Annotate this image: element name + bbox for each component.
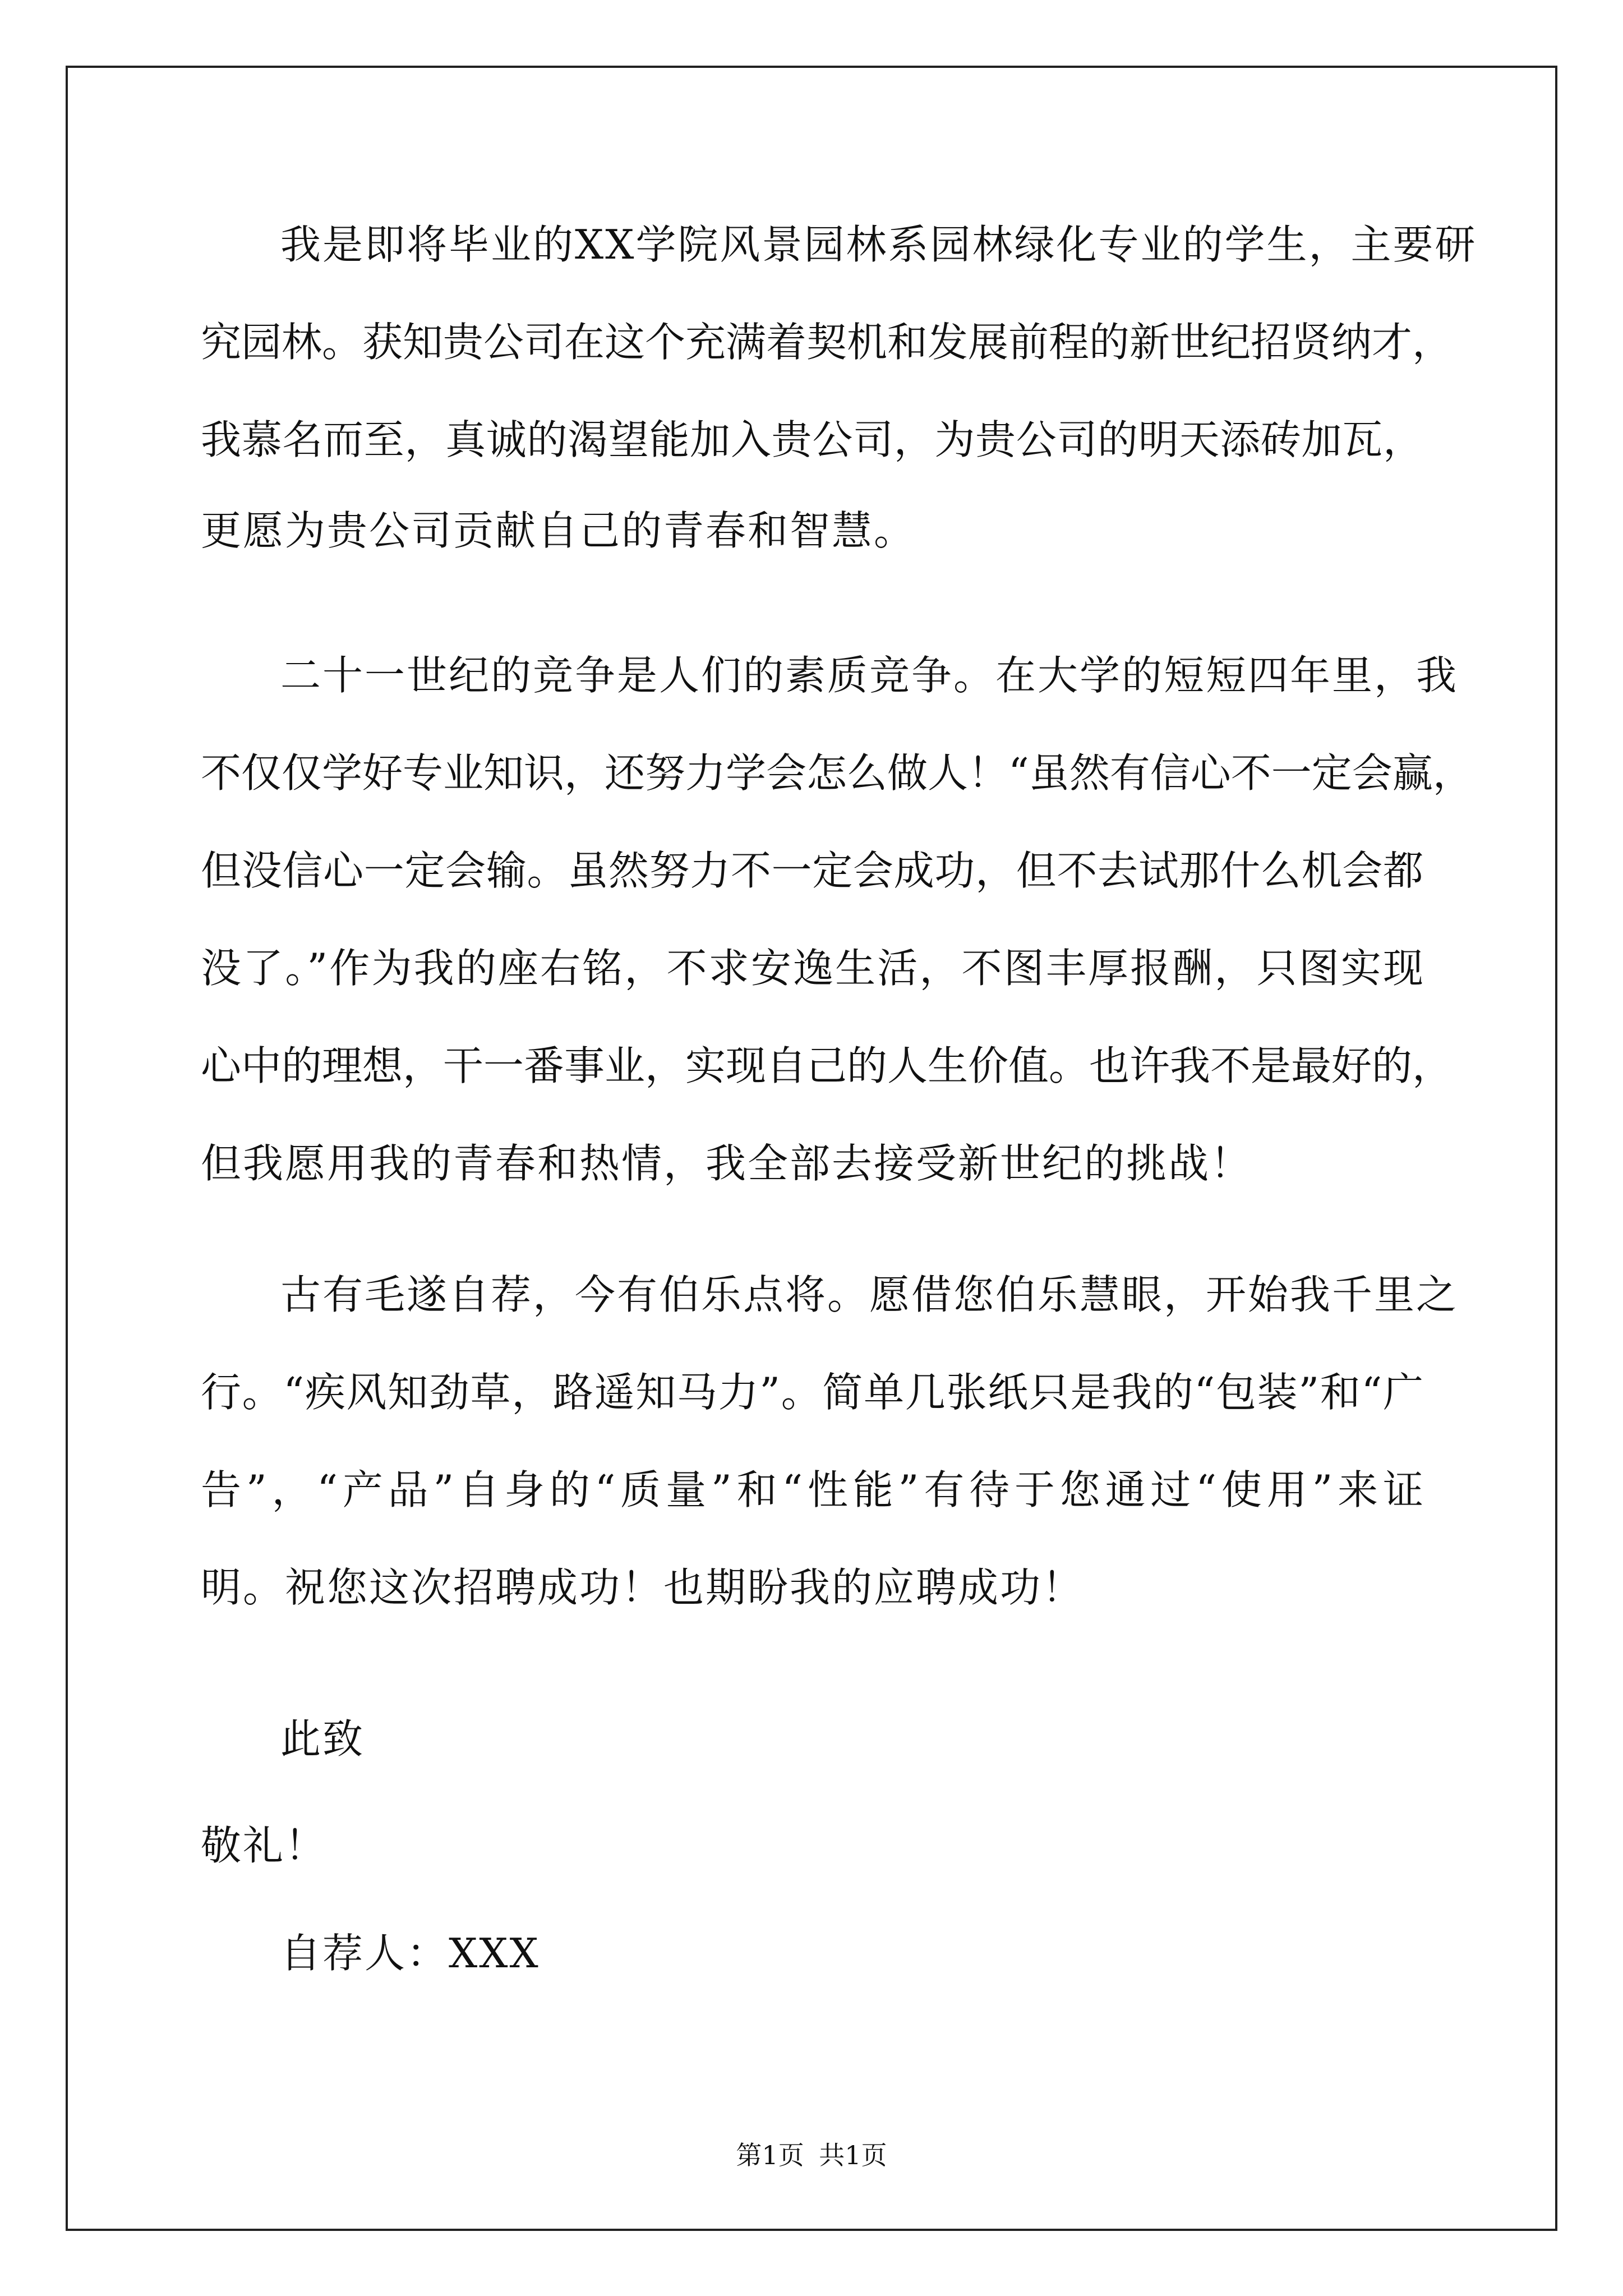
paragraph-2-line-1: 二十一世纪的竞争是人们的素质竞争。在大学的短短四年里，我	[280, 652, 1459, 699]
paragraph-2-line-4: 没了。”作为我的座右铭，不求安逸生活，不图丰厚报酬，只图实现	[201, 945, 1423, 992]
closing: 此致	[280, 1715, 365, 1763]
paragraph-1-line-2: 究园林。获知贵公司在这个充满着契机和发展前程的新世纪招贤纳才，	[201, 319, 1453, 366]
paragraph-2-line-2: 不仅仅学好专业知识，还努力学会怎么做人！“虽然有信心不一定会赢，	[201, 749, 1473, 797]
paragraph-3-line-3: 告”，“产品”自身的“质量”和“性能”有待于您通过“使用”来证	[201, 1466, 1423, 1513]
signature: 自荐人：XXX	[280, 1930, 540, 1977]
paragraph-1-line-4: 更愿为贵公司贡献自己的青春和智慧。	[201, 507, 916, 554]
page-footer: 第1页 共1页	[736, 2140, 887, 2170]
paragraph-1-line-1: 我是即将毕业的XX学院风景园林系园林绿化专业的学生，主要研	[280, 221, 1477, 268]
paragraph-2-line-3: 但没信心一定会输。虽然努力不一定会成功，但不去试那什么机会都	[201, 847, 1423, 894]
paragraph-1-line-3: 我慕名而至，真诚的渴望能加入贵公司，为贵公司的明天添砖加瓦，	[201, 416, 1423, 463]
paragraph-3-line-2: 行。“疾风知劲草，路遥知马力”。简单几张纸只是我的“包装”和“广	[201, 1369, 1423, 1416]
paragraph-2-line-5: 心中的理想，干一番事业，实现自己的人生价值。也许我不是最好的，	[201, 1042, 1453, 1089]
paragraph-3-line-1: 古有毛遂自荐，今有伯乐点将。愿借您伯乐慧眼，开始我千里之	[280, 1271, 1459, 1318]
paragraph-2-line-6: 但我愿用我的青春和热情，我全部去接受新世纪的挑战！	[201, 1140, 1253, 1187]
paragraph-3-line-4: 明。祝您这次招聘成功！也期盼我的应聘成功！	[201, 1564, 1085, 1611]
salutation: 敬礼！	[201, 1822, 328, 1869]
